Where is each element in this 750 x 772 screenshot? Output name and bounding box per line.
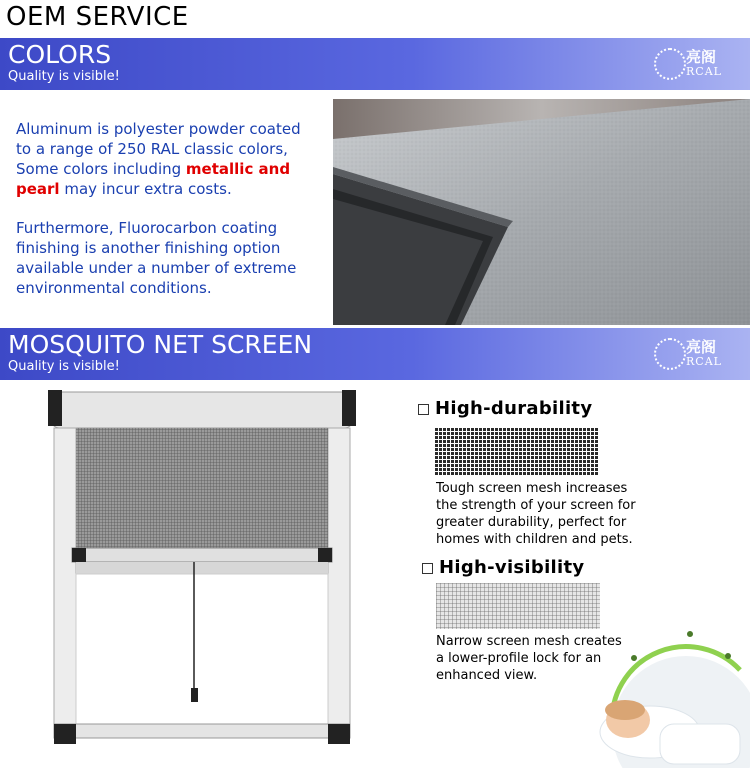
fine-mesh-swatch [436, 583, 600, 629]
window-screen-photo [48, 390, 356, 750]
logo-chinese: 亮阁 [686, 48, 717, 66]
brand-logo [654, 44, 728, 84]
colors-paragraph-2: Furthermore, Fluorocarbon coating finishing is another finishing option available under a number of extreme environmental conditions. [16, 219, 297, 297]
sleeping-baby-image [590, 620, 750, 768]
logo-english: RCAL [686, 65, 722, 78]
logo-ring-icon [654, 48, 686, 80]
feature-2-text: Narrow screen mesh creates a lower-profile lock for an enhanced view. [436, 634, 622, 683]
logo-chinese: 亮阁 [686, 338, 717, 356]
colors-p1-part2: may incur extra costs. [59, 180, 232, 198]
logo-english: RCAL [686, 355, 722, 368]
colors-subtitle: Quality is visible! [8, 69, 120, 84]
logo-ring-icon [654, 338, 686, 370]
feature-1-title [418, 398, 592, 419]
feature-2-title-text: High-visibility [439, 557, 585, 578]
feature-1-text: Tough screen mesh increases the strength of your screen for greater durability, perfect for homes with children and pets. [436, 481, 636, 547]
aluminum-profile-photo [333, 99, 750, 325]
mosquito-subtitle: Quality is visible! [8, 359, 120, 374]
page-title: OEM SERVICE [6, 2, 189, 32]
colors-title: COLORS [8, 40, 112, 69]
feature-1-title-text: High-durability [435, 398, 593, 419]
mosquito-title: MOSQUITO NET SCREEN [8, 330, 313, 359]
colors-p1-highlight: metallic and pearl [16, 160, 291, 198]
brand-logo-2 [654, 334, 728, 374]
colors-banner [0, 38, 750, 90]
mosquito-banner [0, 328, 750, 380]
checkbox-icon [418, 404, 429, 415]
colors-paragraph-1 [16, 119, 316, 199]
feature-2-title [422, 557, 584, 578]
checkbox-icon [422, 563, 433, 574]
colors-p1-part1: Aluminum is polyester powder coated to a range of 250 RAL classic colors, Some colors including [16, 120, 301, 178]
dense-mesh-swatch [435, 428, 599, 476]
